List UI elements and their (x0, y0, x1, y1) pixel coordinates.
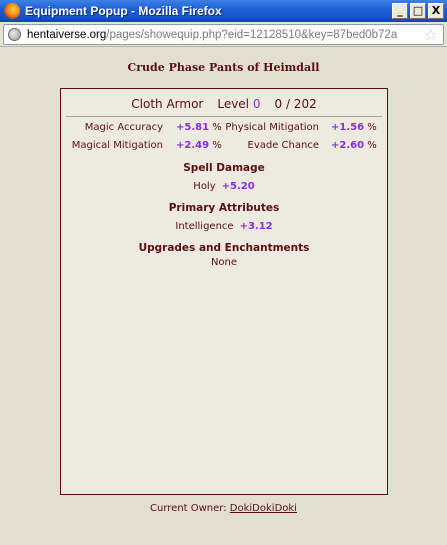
physical-mitigation-label: Physical Mitigation (225, 122, 319, 133)
durability: 0 / 202 (274, 97, 317, 111)
magic-accuracy-value: +5.81 % (176, 122, 222, 133)
intelligence-row: Intelligence +3.12 (175, 221, 273, 232)
evade-chance-label: Evade Chance (247, 140, 319, 151)
bookmark-star-icon[interactable]: ☆ (423, 25, 438, 44)
item-header (61, 97, 387, 111)
header-divider (66, 116, 382, 117)
owner-link[interactable]: DokiDokiDoki (229, 503, 297, 514)
close-button[interactable]: X (428, 3, 444, 19)
upgrades-value: None (210, 257, 238, 268)
level-value: 0 (252, 97, 261, 111)
level-label: Level (217, 97, 250, 111)
magical-mitigation-value: +2.49 % (176, 140, 222, 151)
window-title: Equipment Popup - Mozilla Firefox (25, 4, 222, 18)
evade-chance-value: +2.60 % (331, 140, 377, 151)
equipment-panel (60, 88, 388, 495)
url-path: /pages/showequip.php?eid=12128510&key=87bed0b72a (106, 28, 398, 41)
item-type: Cloth Armor (131, 97, 204, 111)
physical-mitigation-value: +1.56 % (331, 122, 377, 133)
url-text (27, 29, 397, 41)
primary-attributes-title: Primary Attributes (168, 202, 280, 214)
minimize-button[interactable]: _ (392, 3, 408, 19)
item-name: Crude Phase Pants of Heimdall (127, 61, 320, 74)
magic-accuracy-label: Magic Accuracy (84, 122, 163, 133)
url-field[interactable] (3, 24, 444, 45)
window-titlebar (0, 0, 447, 22)
spell-damage-title: Spell Damage (183, 162, 265, 174)
window-controls (392, 3, 444, 19)
holy-damage-row: Holy +5.20 (193, 181, 255, 192)
url-host: hentaiverse.org (27, 28, 107, 41)
maximize-button[interactable]: □ (410, 3, 426, 19)
owner-label: Current Owner: (150, 503, 227, 514)
globe-icon (8, 28, 21, 41)
current-owner (0, 503, 447, 514)
address-bar (0, 22, 447, 47)
magical-mitigation-label: Magical Mitigation (71, 140, 163, 151)
firefox-icon (4, 3, 20, 19)
upgrades-title: Upgrades and Enchantments (138, 242, 310, 254)
